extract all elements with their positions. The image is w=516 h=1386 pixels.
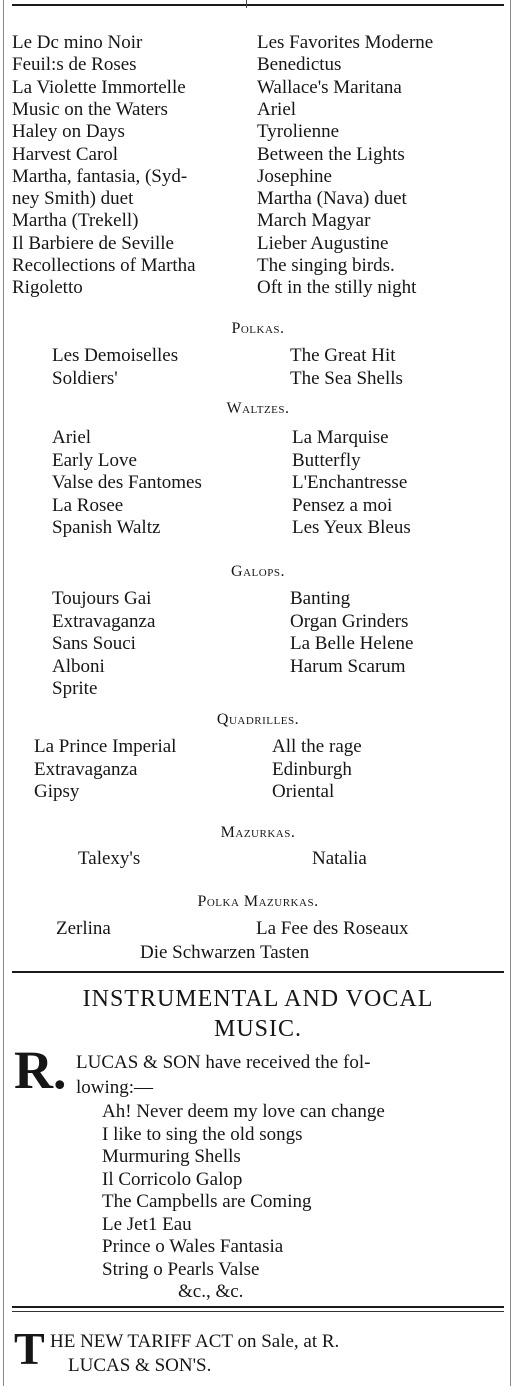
instrumental-title-line1: INSTRUMENTAL AND VOCAL (82, 986, 434, 1012)
polkas-heading: Polkas. (231, 320, 285, 337)
song-right-item: Wallace's Maritana (257, 76, 402, 98)
galops-right-item: Organ Grinders (290, 610, 409, 632)
song-left-item: Martha, fantasia, (Syd- (12, 165, 188, 187)
top-rule (12, 4, 504, 6)
song-left-item: Music on the Waters (12, 98, 168, 120)
polkas-left-item: Les Demoiselles (52, 345, 179, 366)
song-left-item: Rigoletto (12, 277, 83, 299)
song-left-item: Recollections of Martha (12, 255, 196, 276)
instrumental-item: Le Jet1 Eau (102, 1213, 192, 1235)
song-right-item: Oft in the stilly night (257, 277, 417, 299)
song-right-item: Lieber Augustine (257, 232, 389, 254)
song-left-item: Le Dc mino Noir (12, 32, 143, 53)
instrumental-item: Prince o Wales Fantasia (102, 1236, 284, 1257)
mazurka-left: Talexy's (78, 848, 141, 869)
left-border (3, 0, 4, 1386)
polkas-right-item: The Great Hit (290, 345, 396, 366)
song-left-item: Martha (Trekell) (12, 210, 139, 232)
intro-line1: LUCAS & SON have received the fol- (76, 1052, 371, 1073)
song-right-item: March Magyar (257, 210, 371, 232)
waltzes-left-item: Early Love (52, 449, 137, 471)
polka-mazurka-center: Die Schwarzen Tasten (140, 942, 310, 963)
drop-cap-r: R. (14, 1040, 67, 1100)
instrumental-item: Ah! Never deem my love can change (102, 1101, 385, 1122)
instrumental-item: Murmuring Shells (102, 1146, 241, 1167)
waltzes-right-item: La Marquise (292, 427, 389, 448)
polkas-left-item: Soldiers' (52, 367, 118, 389)
waltzes-left-item: Ariel (52, 427, 92, 448)
tariff-line1: HE NEW TARIFF ACT on Sale, at R. (50, 1331, 340, 1352)
waltzes-right-item: Les Yeux Bleus (292, 517, 411, 538)
galops-left-item: Sprite (52, 678, 98, 699)
song-right-item: The singing birds. (257, 255, 395, 276)
song-left-item: Feuil:s de Roses (12, 54, 137, 76)
galops-right-item: Harum Scarum (290, 655, 406, 677)
waltzes-left-item: Spanish Waltz (52, 517, 161, 538)
waltzes-left-item: Valse des Fantomes (52, 472, 202, 493)
double-rule-top (12, 1306, 504, 1308)
waltzes-right-item: Butterfly (292, 449, 361, 471)
galops-left-item: Sans Souci (52, 633, 136, 654)
galops-left-item: Toujours Gai (52, 588, 152, 609)
song-right-item: Tyrolienne (257, 121, 340, 143)
waltzes-left-item: La Rosee (52, 494, 124, 516)
galops-heading: Galops. (231, 563, 285, 580)
instrumental-title-line2: MUSIC. (213, 1016, 303, 1042)
drop-cap-t: T (14, 1323, 45, 1374)
quadrilles-left-item: La Prince Imperial (34, 736, 177, 757)
instrumental-item: Il Corricolo Galop (102, 1168, 243, 1190)
waltzes-heading: Waltzes. (226, 400, 290, 417)
polka-mazurkas-heading: Polka Mazurkas. (197, 893, 319, 910)
intro-line2: lowing:— (76, 1077, 154, 1098)
quadrilles-right-item: Oriental (272, 781, 335, 802)
polkas-right-item: The Sea Shells (290, 367, 403, 389)
song-right-item: Les Favorites Moderne (257, 32, 434, 53)
song-left-item: ney Smith) duet (12, 188, 134, 210)
song-right-item: Josephine (257, 165, 332, 187)
galops-left-item: Alboni (52, 655, 105, 677)
song-right-item: Ariel (257, 98, 297, 120)
instrumental-item: I like to sing the old songs (102, 1123, 303, 1145)
quadrilles-right-item: All the rage (272, 736, 362, 757)
polka-mazurka-right: La Fee des Roseaux (256, 918, 409, 939)
mazurka-right: Natalia (312, 848, 367, 869)
instrumental-item: &c., &c. (178, 1281, 244, 1302)
galops-right-item: Banting (290, 588, 351, 609)
right-border (510, 0, 511, 1386)
quadrilles-heading: Quadrilles. (216, 711, 300, 728)
song-left-item: Harvest Carol (12, 143, 119, 165)
galops-left-item: Extravaganza (52, 610, 156, 632)
double-rule-bottom (12, 1311, 504, 1312)
instrumental-item: String o Pearls Valse (102, 1258, 260, 1280)
galops-right-item: La Belle Helene (290, 633, 414, 654)
polka-mazurka-left: Zerlina (56, 918, 111, 939)
tariff-line2: LUCAS & SON'S. (68, 1355, 212, 1376)
song-left-item: La Violette Immortelle (12, 76, 186, 98)
song-left-item: Il Barbiere de Seville (12, 232, 174, 254)
song-right-item: Between the Lights (257, 143, 405, 165)
song-left-item: Haley on Days (12, 121, 125, 143)
waltzes-right-item: Pensez a moi (292, 494, 393, 516)
waltzes-right-item: L'Enchantresse (292, 472, 408, 493)
top-divider (246, 0, 247, 8)
instrumental-item: The Campbells are Coming (102, 1191, 312, 1212)
quadrilles-left-item: Extravaganza (34, 758, 138, 780)
quadrilles-left-item: Gipsy (34, 781, 80, 802)
quadrilles-right-item: Edinburgh (272, 758, 352, 780)
song-right-item: Benedictus (257, 54, 342, 76)
song-right-item: Martha (Nava) duet (257, 188, 407, 210)
mazurkas-heading: Mazurkas. (220, 824, 296, 841)
section-rule (12, 971, 504, 973)
